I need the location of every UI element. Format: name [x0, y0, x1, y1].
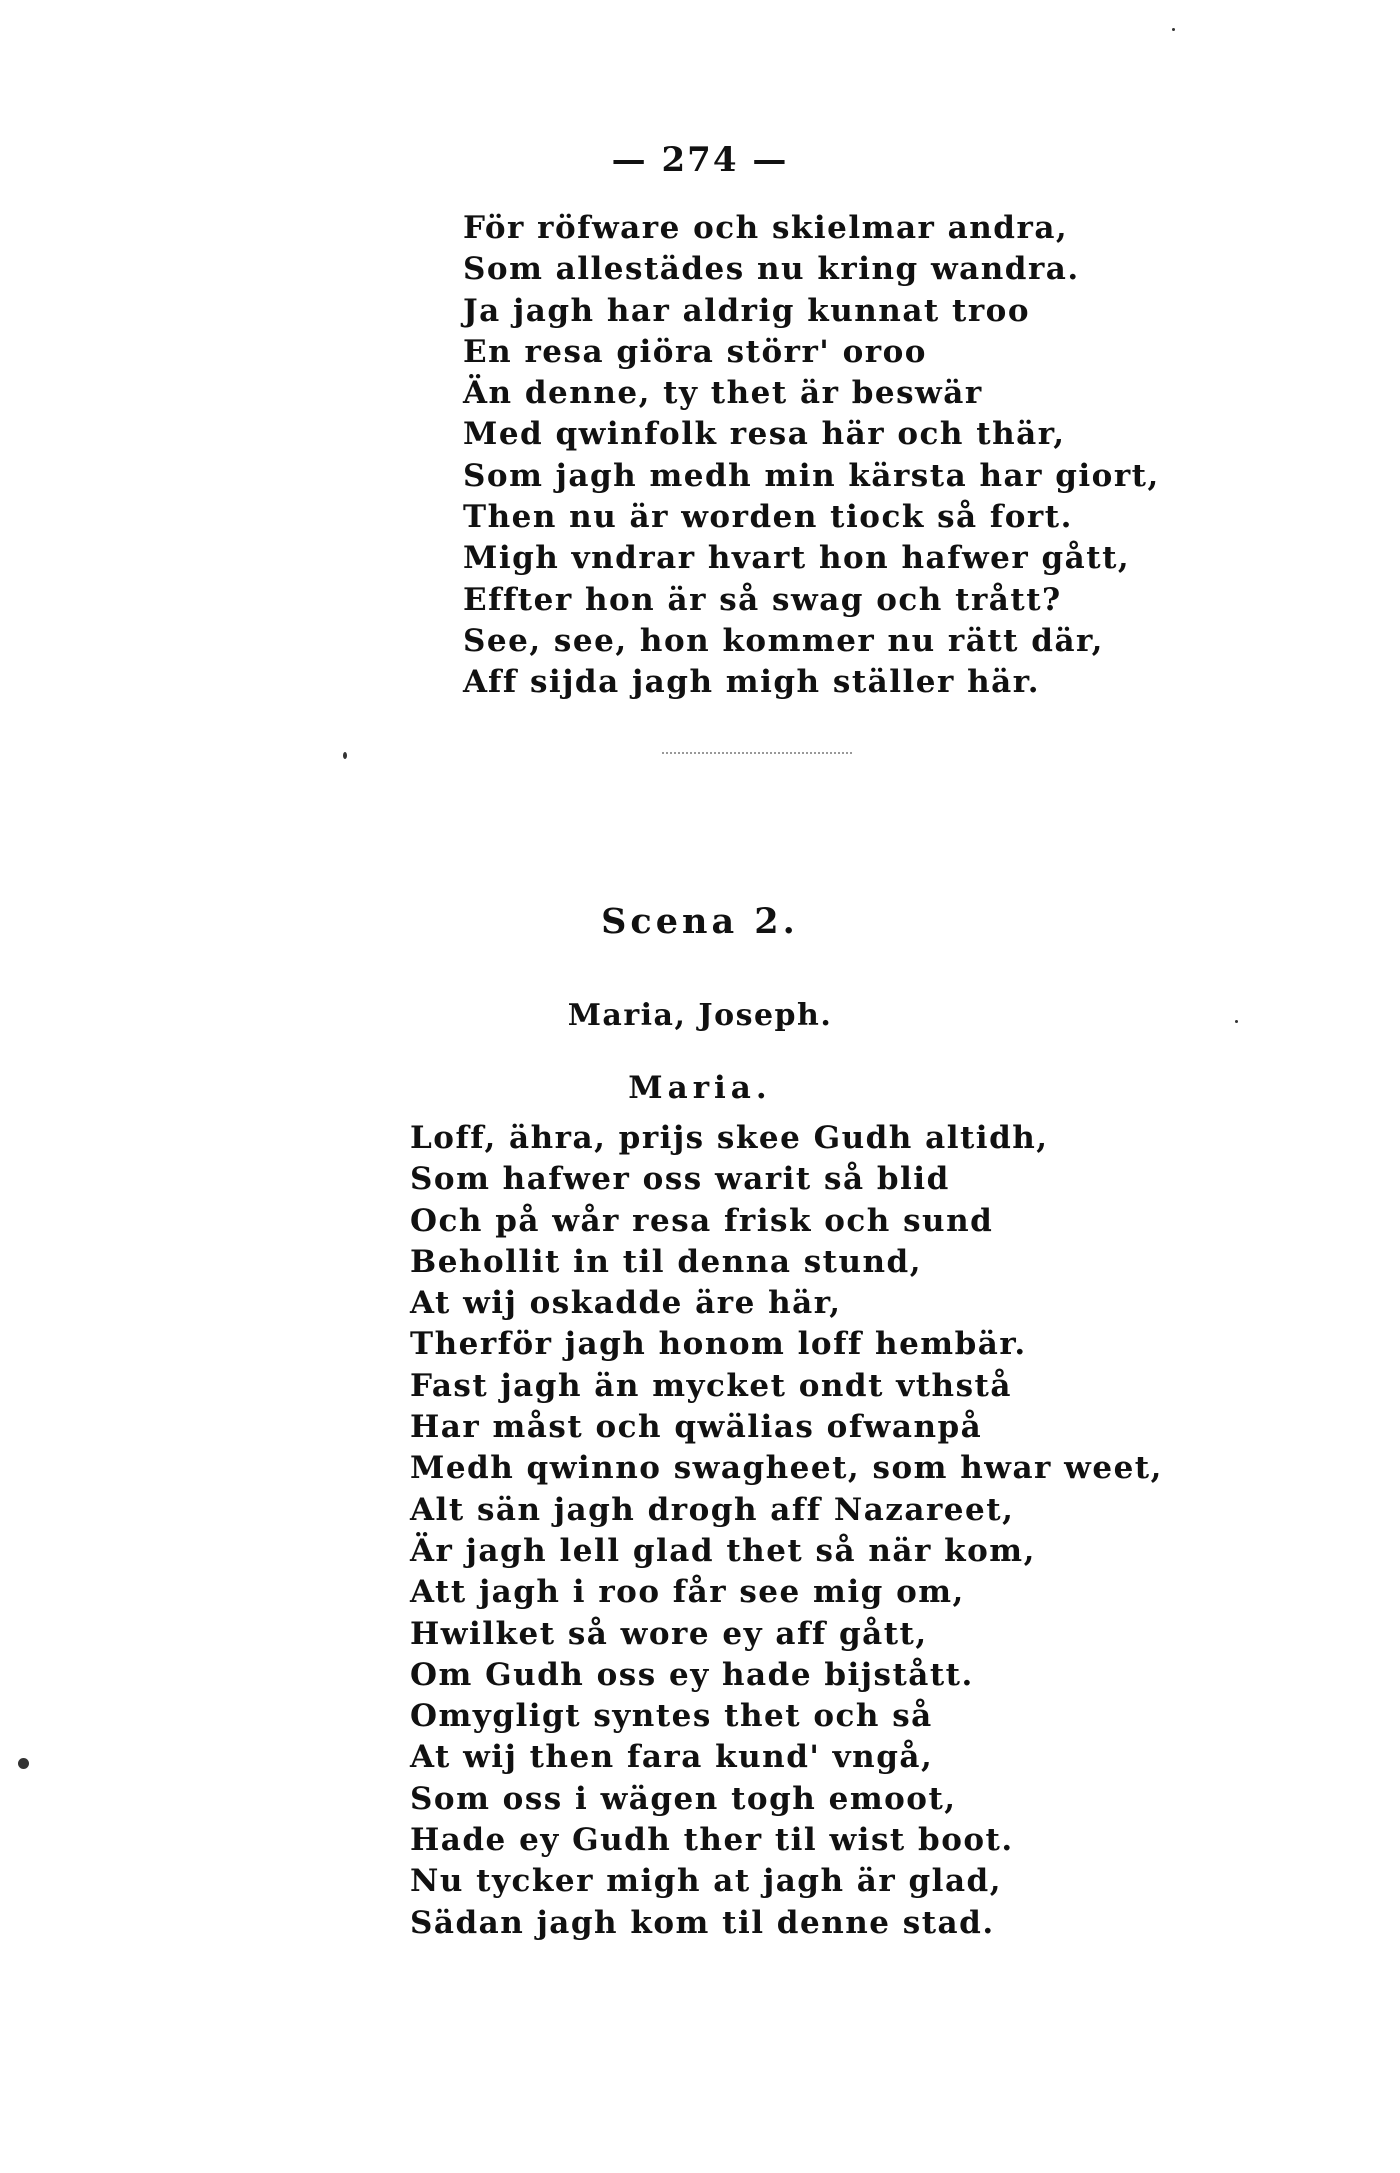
verse-line: En resa giöra störr' oroo: [463, 333, 927, 370]
verse-line: At wij then fara kund' vngå,: [410, 1739, 934, 1776]
ink-speck: [1172, 28, 1175, 31]
verse-block-1: [463, 208, 1160, 704]
scene-persons: Maria, Joseph.: [567, 998, 833, 1033]
ink-speck: [18, 1758, 29, 1769]
verse-line: See, see, hon kommer nu rätt där,: [463, 622, 1104, 659]
verse-line: At wij oskadde äre här,: [410, 1285, 842, 1322]
verse-line: Och på wår resa frisk och sund: [410, 1202, 994, 1239]
verse-line: Then nu är worden tiock så fort.: [463, 499, 1073, 536]
verse-line: För röfware och skielmar andra,: [463, 210, 1069, 246]
verse-line: Som oss i wägen togh emoot,: [410, 1780, 957, 1817]
verse-line: Med qwinfolk resa här och thär,: [463, 416, 1066, 453]
verse-line: Som hafwer oss warit så blid: [410, 1161, 950, 1198]
verse-line: Hade ey Gudh ther til wist boot.: [410, 1822, 1014, 1859]
verse-line: Är jagh lell glad thet så när kom,: [410, 1532, 1036, 1569]
verse-line: Omygligt syntes thet och så: [410, 1698, 933, 1735]
verse-line: Än denne, ty thet är beswär: [463, 375, 983, 412]
verse-line: Ja jagh har aldrig kunnat troo: [463, 292, 1031, 329]
verse-line: Therför jagh honom loff hembär.: [410, 1326, 1027, 1363]
ink-speck: [1235, 1020, 1238, 1023]
verse-line: Loff, ähra, prijs skee Gudh altidh,: [410, 1120, 1049, 1156]
verse-line: Nu tycker migh at jagh är glad,: [410, 1863, 1003, 1900]
verse-line: Fast jagh än mycket ondt vthstå: [410, 1367, 1012, 1404]
verse-line: Behollit in til denna stund,: [410, 1243, 923, 1280]
verse-line: Som jagh medh min kärsta har giort,: [463, 457, 1160, 494]
verse-line: Har måst och qwälias ofwanpå: [410, 1409, 983, 1446]
verse-line: Som allestädes nu kring wandra.: [463, 251, 1080, 288]
page-number: — 274 —: [611, 140, 789, 180]
scene-title: Scena 2.: [601, 901, 799, 942]
verse-line: Hwilket så wore ey aff gått,: [410, 1615, 928, 1652]
verse-line: Alt sän jagh drogh aff Nazareet,: [410, 1491, 1015, 1528]
speaker-name: Maria.: [628, 1070, 772, 1106]
verse-line: Att jagh i roo får see mig om,: [410, 1574, 965, 1611]
ink-speck: [343, 752, 347, 759]
verse-line: Om Gudh oss ey hade bijstått.: [410, 1656, 974, 1693]
verse-block-2: [410, 1118, 1163, 1944]
verse-line: Effter hon är så swag och trått?: [463, 581, 1062, 618]
verse-line: Aff sijda jagh migh ställer här.: [463, 664, 1041, 701]
verse-line: Sädan jagh kom til denne stad.: [410, 1904, 995, 1941]
verse-line: Medh qwinno swagheet, som hwar weet,: [410, 1450, 1163, 1487]
section-divider: [662, 752, 852, 754]
verse-line: Migh vndrar hvart hon hafwer gått,: [463, 540, 1131, 577]
